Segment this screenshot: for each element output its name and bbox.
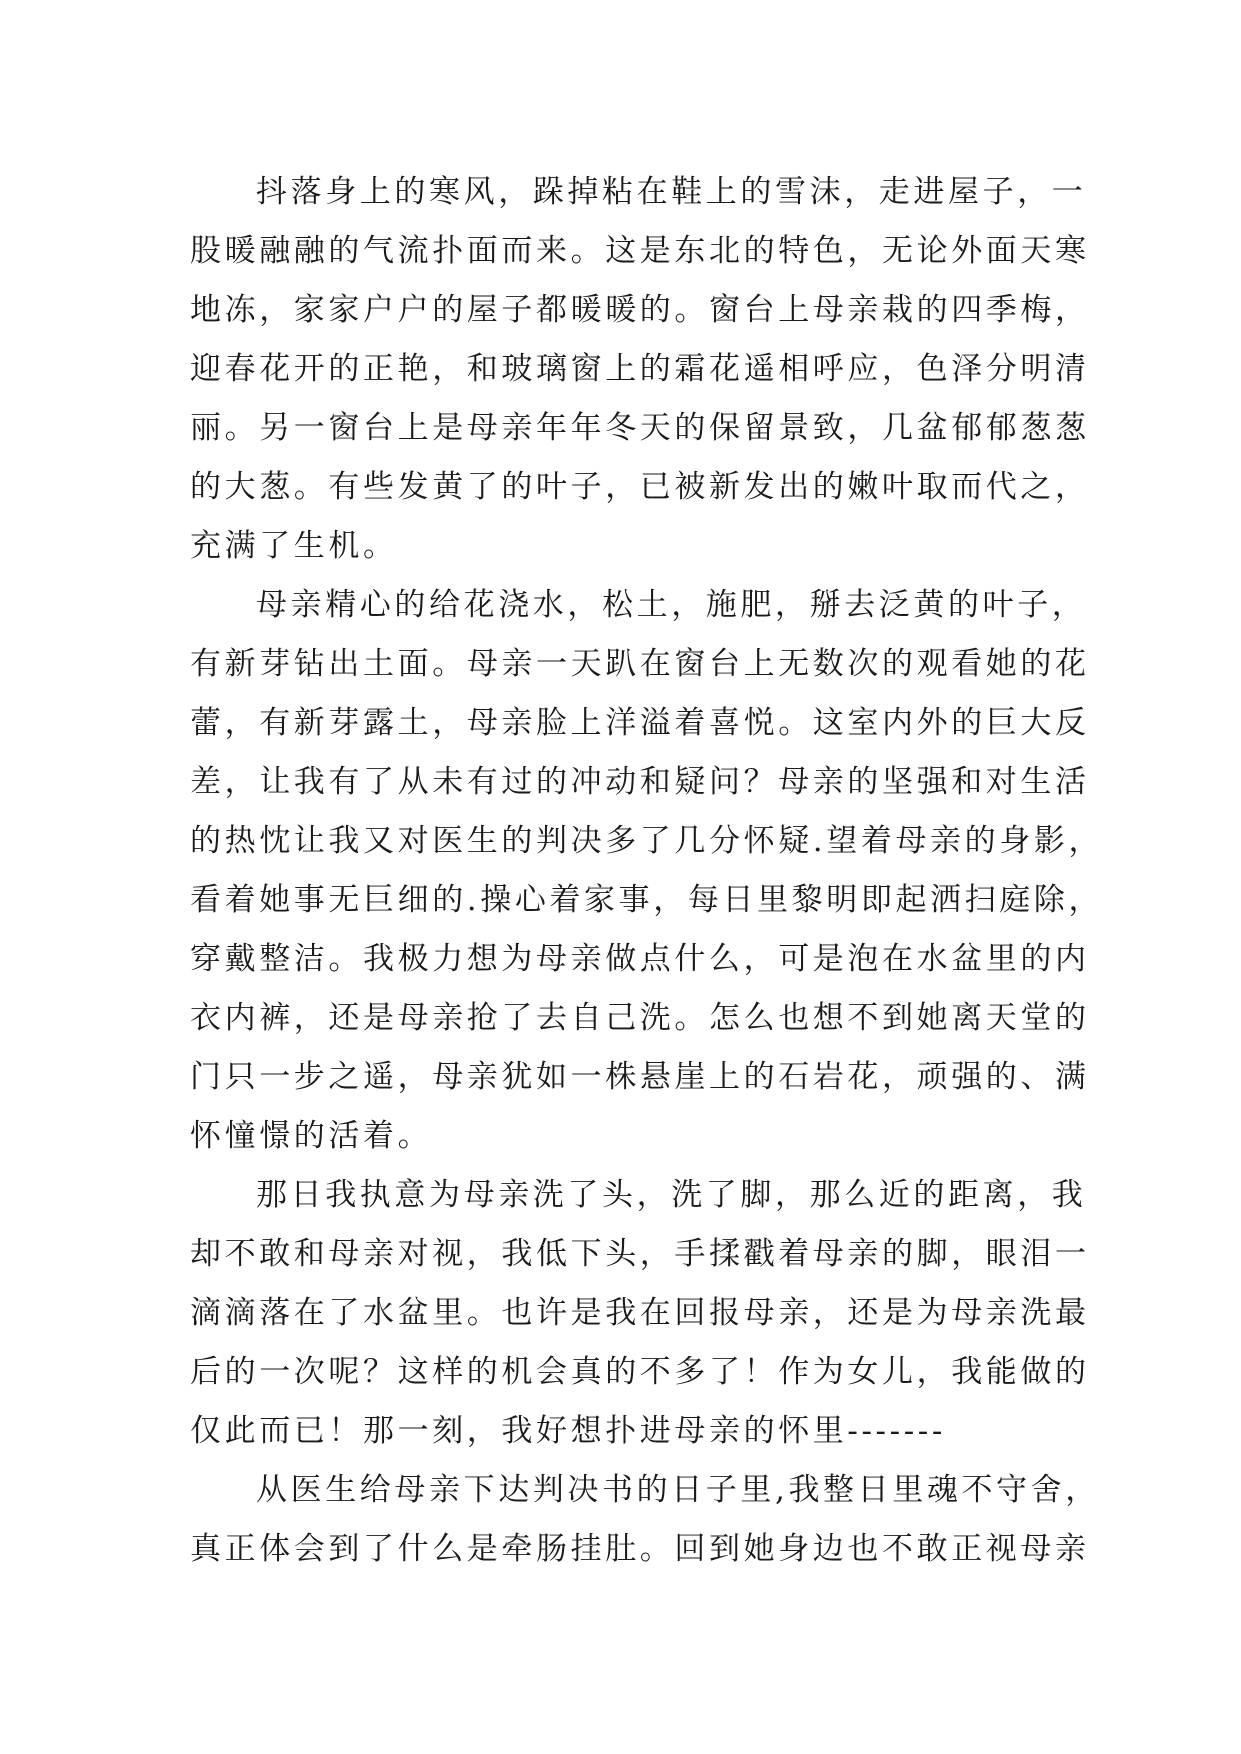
text-line: 地冻，家家户户的屋子都暖暖的。窗台上母亲栽的四季梅，: [190, 292, 1090, 328]
text-line: 仅此而已！那一刻，我好想扑进母亲的怀里-------: [190, 1413, 946, 1449]
text-line: 的大葱。有些发黄了的叶子，已被新发出的嫩叶取而代之，: [190, 469, 1090, 505]
text-line: 蕾，有新芽露土，母亲脸上洋溢着喜悦。这室内外的巨大反: [190, 705, 1090, 741]
text-line: 那日我执意为母亲洗了头，洗了脚，那么近的距离，我: [256, 1177, 1087, 1213]
text-line: 门只一步之遥，母亲犹如一株悬崖上的石岩花，顽强的、满: [190, 1059, 1090, 1095]
text-line: 有新芽钻出土面。母亲一天趴在窗台上无数次的观看她的花: [190, 646, 1090, 682]
text-line: 后的一次呢？这样的机会真的不多了！作为女儿，我能做的: [190, 1354, 1090, 1390]
text-line: 母亲精心的给花浇水，松土，施肥，掰去泛黄的叶子，: [256, 587, 1087, 623]
text-line: 差，让我有了从未有过的冲动和疑问？母亲的坚强和对生活: [190, 764, 1090, 800]
text-line: 滴滴落在了水盆里。也许是我在回报母亲，还是为母亲洗最: [190, 1295, 1090, 1331]
text-line: 迎春花开的正艳，和玻璃窗上的霜花遥相呼应，色泽分明清: [190, 351, 1090, 387]
text-line: 穿戴整洁。我极力想为母亲做点什么，可是泡在水盆里的内: [190, 941, 1090, 977]
text-line: 丽。另一窗台上是母亲年年冬天的保留景致，几盆郁郁葱葱: [190, 410, 1090, 446]
text-line: 看着她事无巨细的.操心着家事，每日里黎明即起洒扫庭除，: [190, 882, 1104, 918]
text-line: 股暖融融的气流扑面而来。这是东北的特色，无论外面天寒: [190, 233, 1090, 269]
text-line: 从医生给母亲下达判决书的日子里,我整日里魂不守舍，: [256, 1472, 1100, 1508]
text-line: 衣内裤，还是母亲抢了去自己洗。怎么也想不到她离天堂的: [190, 1000, 1090, 1036]
text-line: 却不敢和母亲对视，我低下头，手揉戳着母亲的脚，眼泪一: [190, 1236, 1090, 1272]
paragraph-1: [190, 163, 1090, 576]
paragraph-2: [190, 576, 1104, 1166]
text-line: 抖落身上的寒风，跺掉粘在鞋上的雪沫，走进屋子，一: [256, 174, 1087, 210]
text-line: 充满了生机。: [190, 528, 398, 564]
text-line: 真正体会到了什么是牵肠挂肚。回到她身边也不敢正视母亲: [190, 1531, 1090, 1567]
text-line: 怀憧憬的活着。: [190, 1118, 433, 1154]
text-line: 的热忱让我又对医生的判决多了几分怀疑.望着母亲的身影，: [190, 823, 1104, 859]
document-body: [190, 163, 1104, 1579]
paragraph-4: [190, 1461, 1100, 1579]
paragraph-3: [190, 1166, 1090, 1461]
